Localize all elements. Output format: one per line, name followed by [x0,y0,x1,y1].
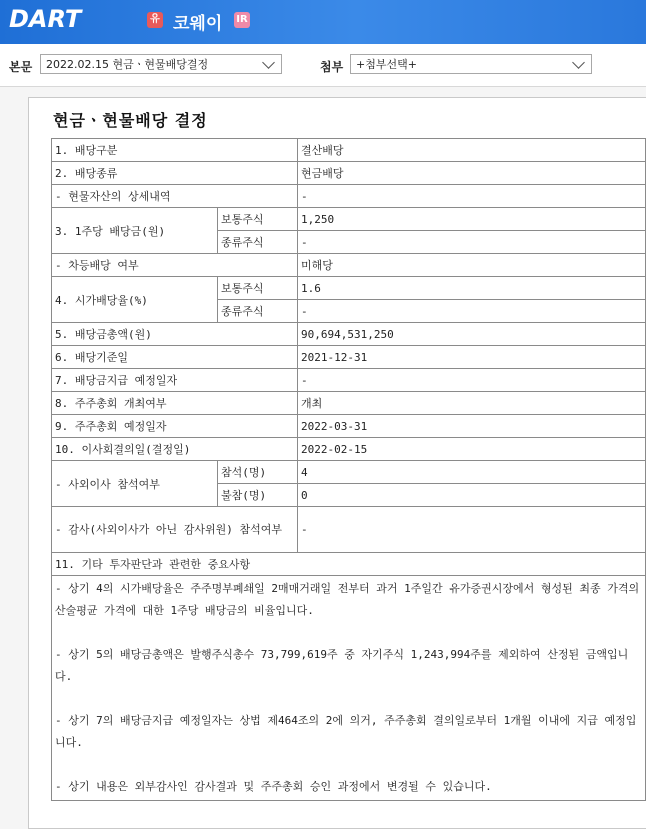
dart-logo[interactable] [9,5,81,33]
table-row [52,369,646,392]
row-sublabel: 참석(명) [218,461,298,484]
row-value: 90,694,531,250 [298,323,646,346]
chevron-down-icon [572,56,585,69]
disclosure-document [28,97,646,829]
table-row [52,415,646,438]
ir-badge[interactable]: IR [234,12,250,28]
table-row [52,553,646,576]
row-value: - [298,185,646,208]
row-value: - [298,369,646,392]
row-label: 4. 시가배당율(%) [52,277,218,323]
table-row [52,507,646,553]
row-label: 3. 1주당 배당금(원) [52,208,218,254]
row-label: 5. 배당금총액(원) [52,323,298,346]
row-label: 1. 배당구분 [52,139,298,162]
row-sublabel: 불참(명) [218,484,298,507]
body-select-value: 2022.02.15 현금ㆍ현물배당결정 [46,58,209,71]
row-label: 9. 주주총회 예정일자 [52,415,298,438]
row-label: - 차등배당 여부 [52,254,298,277]
row-value: 개최 [298,392,646,415]
row-value: 1,250 [298,208,646,231]
row-label: - 현물자산의 상세내역 [52,185,298,208]
table-row [52,162,646,185]
table-row [52,254,646,277]
row-label: 7. 배당금지급 예정일자 [52,369,298,392]
top-bar [0,0,646,44]
notes-cell [52,576,646,801]
row-value: 1.6 [298,277,646,300]
document-controls [0,44,646,87]
attach-label: 첨부 [320,60,344,74]
row-value: 결산배당 [298,139,646,162]
note-paragraph: - 상기 4의 시가배당율은 주주명부폐쇄일 2매매거래일 전부터 과거 1주일간 유가증권시장에서 형성된 최종 가격의 산술평균 가격에 대한 1주당 배당금의 비율입니다. [55,582,640,617]
attach-select[interactable] [350,54,592,74]
row-label: 11. 기타 투자판단과 관련한 중요사항 [52,553,646,576]
row-value: 현금배당 [298,162,646,185]
row-sublabel: 보통주식 [218,208,298,231]
row-value: 4 [298,461,646,484]
table-row [52,346,646,369]
row-label: 10. 이사회결의일(결정일) [52,438,298,461]
note-paragraph: - 상기 5의 배당금총액은 발행주식총수 73,799,619주 중 자기주식 1,243,994주를 제외하여 산정된 금액입니다. [55,648,629,683]
row-label: - 감사(사외이사가 아닌 감사위원) 참석여부 [52,507,298,553]
document-title: 현금ㆍ현물배당 결정 [53,111,208,130]
dividend-table [51,138,646,801]
row-value: - [298,231,646,254]
row-value: 0 [298,484,646,507]
body-label: 본문 [9,60,33,74]
row-value: 2022-02-15 [298,438,646,461]
row-sublabel: 종류주식 [218,231,298,254]
row-value: 2022-03-31 [298,415,646,438]
row-sublabel: 보통주식 [218,277,298,300]
row-sublabel: 종류주식 [218,300,298,323]
row-label: - 사외이사 참석여부 [52,461,218,507]
logo-text: DART [9,5,82,33]
row-value: - [298,300,646,323]
attach-select-value: +첨부선택+ [356,58,417,71]
table-row [52,438,646,461]
row-value: - [298,507,646,553]
table-row [52,185,646,208]
row-value: 2021-12-31 [298,346,646,369]
table-row [52,277,646,300]
row-label: 2. 배당종류 [52,162,298,185]
chevron-down-icon [262,56,275,69]
table-row [52,208,646,231]
row-value: 미해당 [298,254,646,277]
table-row [52,576,646,801]
table-row [52,392,646,415]
body-select[interactable] [40,54,282,74]
row-label: 8. 주주총회 개최여부 [52,392,298,415]
table-row [52,461,646,484]
row-label: 6. 배당기준일 [52,346,298,369]
company-name[interactable]: 코웨이 [173,14,223,34]
market-badge: 유 [147,12,163,28]
table-row [52,323,646,346]
note-paragraph: - 상기 7의 배당금지급 예정일자는 상법 제464조의 2에 의거, 주주총회 결의일로부터 1개월 이내에 지급 예정입니다. [55,714,637,749]
note-paragraph: - 상기 내용은 외부감사인 감사결과 및 주주총회 승인 과정에서 변경될 수 있습니다. [55,780,492,793]
table-row [52,139,646,162]
